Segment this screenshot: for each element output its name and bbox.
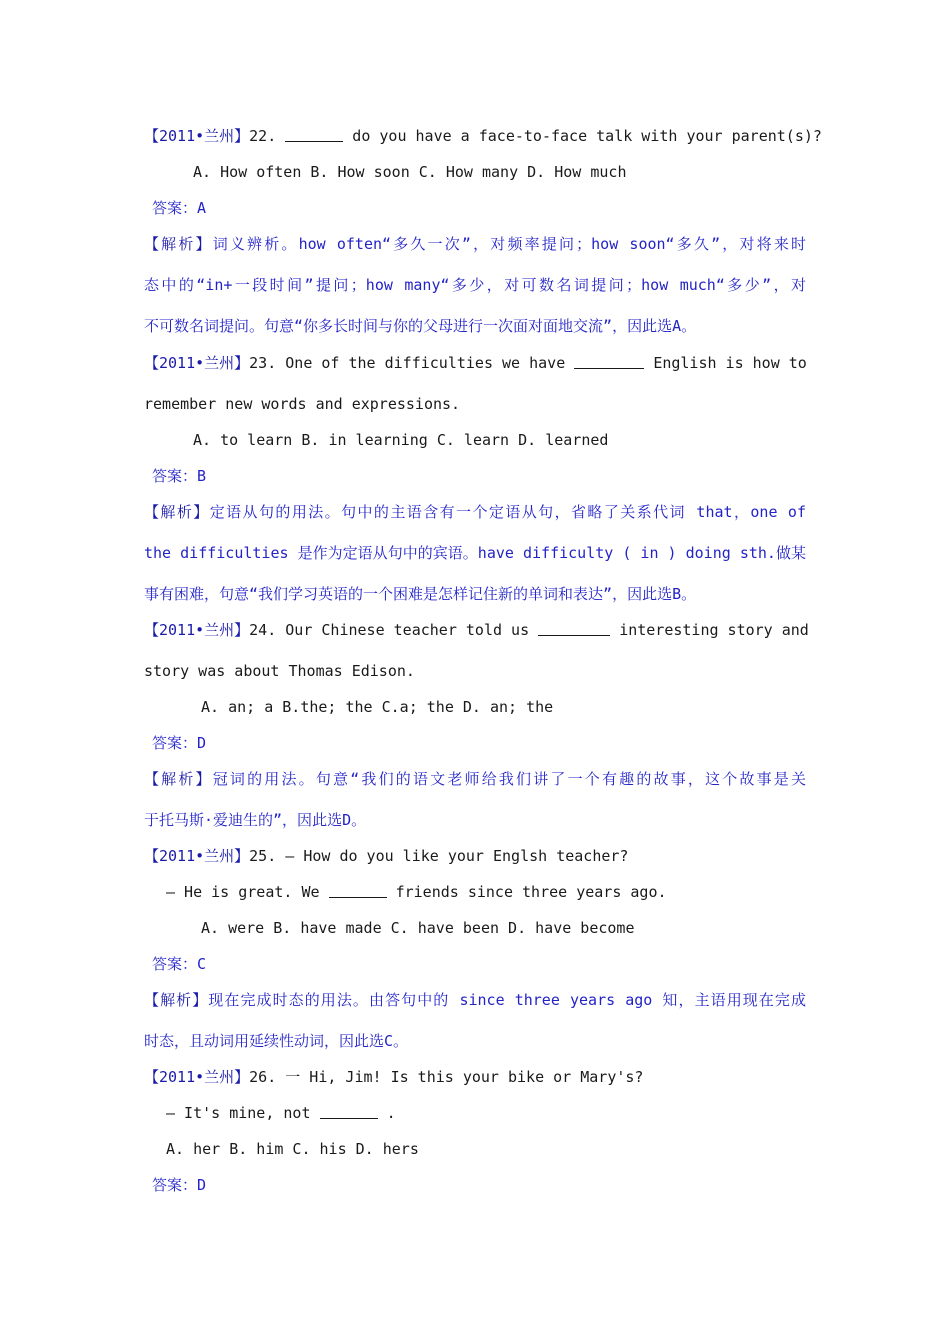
answer-label: 答案： — [152, 955, 198, 973]
explanation-tag: 【解析】 — [144, 770, 213, 788]
question-23-explanation-line-3: 事有困难，句意“我们学习英语的一个困难是怎样记住新的单词和表达”，因此选B。 — [144, 585, 697, 603]
question-24-explanation-line-1 — [144, 768, 806, 790]
explanation-tag: 【解析】 — [144, 235, 213, 253]
question-number: 25. — [249, 847, 277, 865]
question-number: 23. — [249, 354, 277, 372]
question-23-stem-line-2: remember new words and expressions. — [144, 395, 461, 413]
question-text-after-blank: English is how to — [653, 354, 807, 372]
explanation-text: 词义辨析。how often“多久一次”，对频率提问；how soon“多久”，对将来时 — [212, 235, 806, 253]
reply-text: — It's mine, not — [166, 1104, 311, 1122]
question-text: — How do you like your Englsh teacher? — [285, 847, 629, 865]
explanation-text: 冠词的用法。句意“我们的语文老师给我们讲了一个有趣的故事，这个故事是关 — [212, 770, 806, 788]
explanation-tag: 【解析】 — [144, 991, 209, 1009]
answer-value: D — [197, 734, 207, 752]
answer-value: D — [197, 1176, 207, 1194]
question-22-explanation-line-3: 不可数名词提问。句意“你多长时间与你的父母进行一次面对面地交流”，因此选A。 — [144, 317, 697, 335]
question-text: 一 Hi, Jim! Is this your bike or Mary's? — [285, 1068, 644, 1086]
answer-blank — [320, 1104, 378, 1119]
answer-label: 答案： — [152, 467, 198, 485]
question-source-tag: 【2011•兰州】 — [144, 1068, 250, 1086]
question-26-answer — [152, 1174, 206, 1196]
reply-text: — He is great. We — [166, 883, 320, 901]
question-22-explanation-line-2: 态中的“in+一段时间”提问；how many“多少，对可数名词提问；how much“多少”，对 — [144, 276, 806, 294]
question-text: One of the difficulties we have — [285, 354, 566, 372]
question-25-stem — [144, 845, 628, 867]
question-24-answer — [152, 732, 206, 754]
question-23-explanation-line-1 — [144, 501, 806, 523]
question-23-answer — [152, 465, 206, 487]
question-25-answer — [152, 953, 206, 975]
explanation-text: 现在完成时态的用法。由答句中的 since three years ago 知，主语用现在完成 — [208, 991, 806, 1009]
answer-value: A — [197, 199, 207, 217]
question-text: do you have a face-to-face talk with your parent(s)? — [343, 127, 822, 145]
answer-blank — [329, 883, 387, 898]
answer-blank — [538, 621, 610, 636]
answer-label: 答案： — [152, 1176, 198, 1194]
question-24-options: A. an; a B.the; the C.a; the D. an; the — [201, 698, 554, 716]
answer-value: B — [197, 467, 207, 485]
question-source-tag: 【2011•兰州】 — [144, 127, 250, 145]
question-25-explanation-line-1 — [144, 989, 806, 1011]
question-source-tag: 【2011•兰州】 — [144, 621, 250, 639]
question-text: Our Chinese teacher told us — [285, 621, 530, 639]
question-text-after-blank: interesting story and — [619, 621, 809, 639]
question-26-options: A. her B. him C. his D. hers — [166, 1140, 419, 1158]
answer-blank — [285, 127, 343, 142]
question-22-explanation-line-1 — [144, 233, 806, 255]
question-22-options: A. How often B. How soon C. How many D. How much — [193, 163, 627, 181]
question-23-options: A. to learn B. in learning C. learn D. learned — [193, 431, 609, 449]
explanation-tag: 【解析】 — [144, 503, 210, 521]
question-24-stem-line-2: story was about Thomas Edison. — [144, 662, 415, 680]
question-source-tag: 【2011•兰州】 — [144, 847, 250, 865]
answer-label: 答案： — [152, 734, 198, 752]
question-25-explanation-line-2: 时态，且动词用延续性动词，因此选C。 — [144, 1032, 409, 1050]
question-25-reply — [166, 881, 667, 903]
question-23-explanation-line-2: the difficulties 是作为定语从句中的宾语。have difficulty ( in ) doing sth.做某 — [144, 544, 806, 562]
answer-blank — [574, 354, 644, 369]
answer-label: 答案： — [152, 199, 198, 217]
question-number: 24. — [249, 621, 277, 639]
question-25-options: A. were B. have made C. have been D. have become — [201, 919, 635, 937]
question-26-stem — [144, 1066, 643, 1088]
question-number: 26. — [249, 1068, 277, 1086]
question-24-explanation-line-2: 于托马斯·爱迪生的”，因此选D。 — [144, 811, 367, 829]
question-23-stem — [144, 352, 806, 374]
question-26-reply — [166, 1102, 396, 1124]
reply-text-after-blank: friends since three years ago. — [395, 883, 667, 901]
question-22-stem — [144, 125, 822, 147]
reply-text-after-blank: . — [386, 1104, 396, 1122]
question-22-answer — [152, 197, 206, 219]
answer-value: C — [197, 955, 207, 973]
question-24-stem — [144, 619, 809, 641]
question-number: 22. — [249, 127, 277, 145]
explanation-text: 定语从句的用法。句中的主语含有一个定语从句，省略了关系代词 that，one of — [209, 503, 806, 521]
question-source-tag: 【2011•兰州】 — [144, 354, 250, 372]
